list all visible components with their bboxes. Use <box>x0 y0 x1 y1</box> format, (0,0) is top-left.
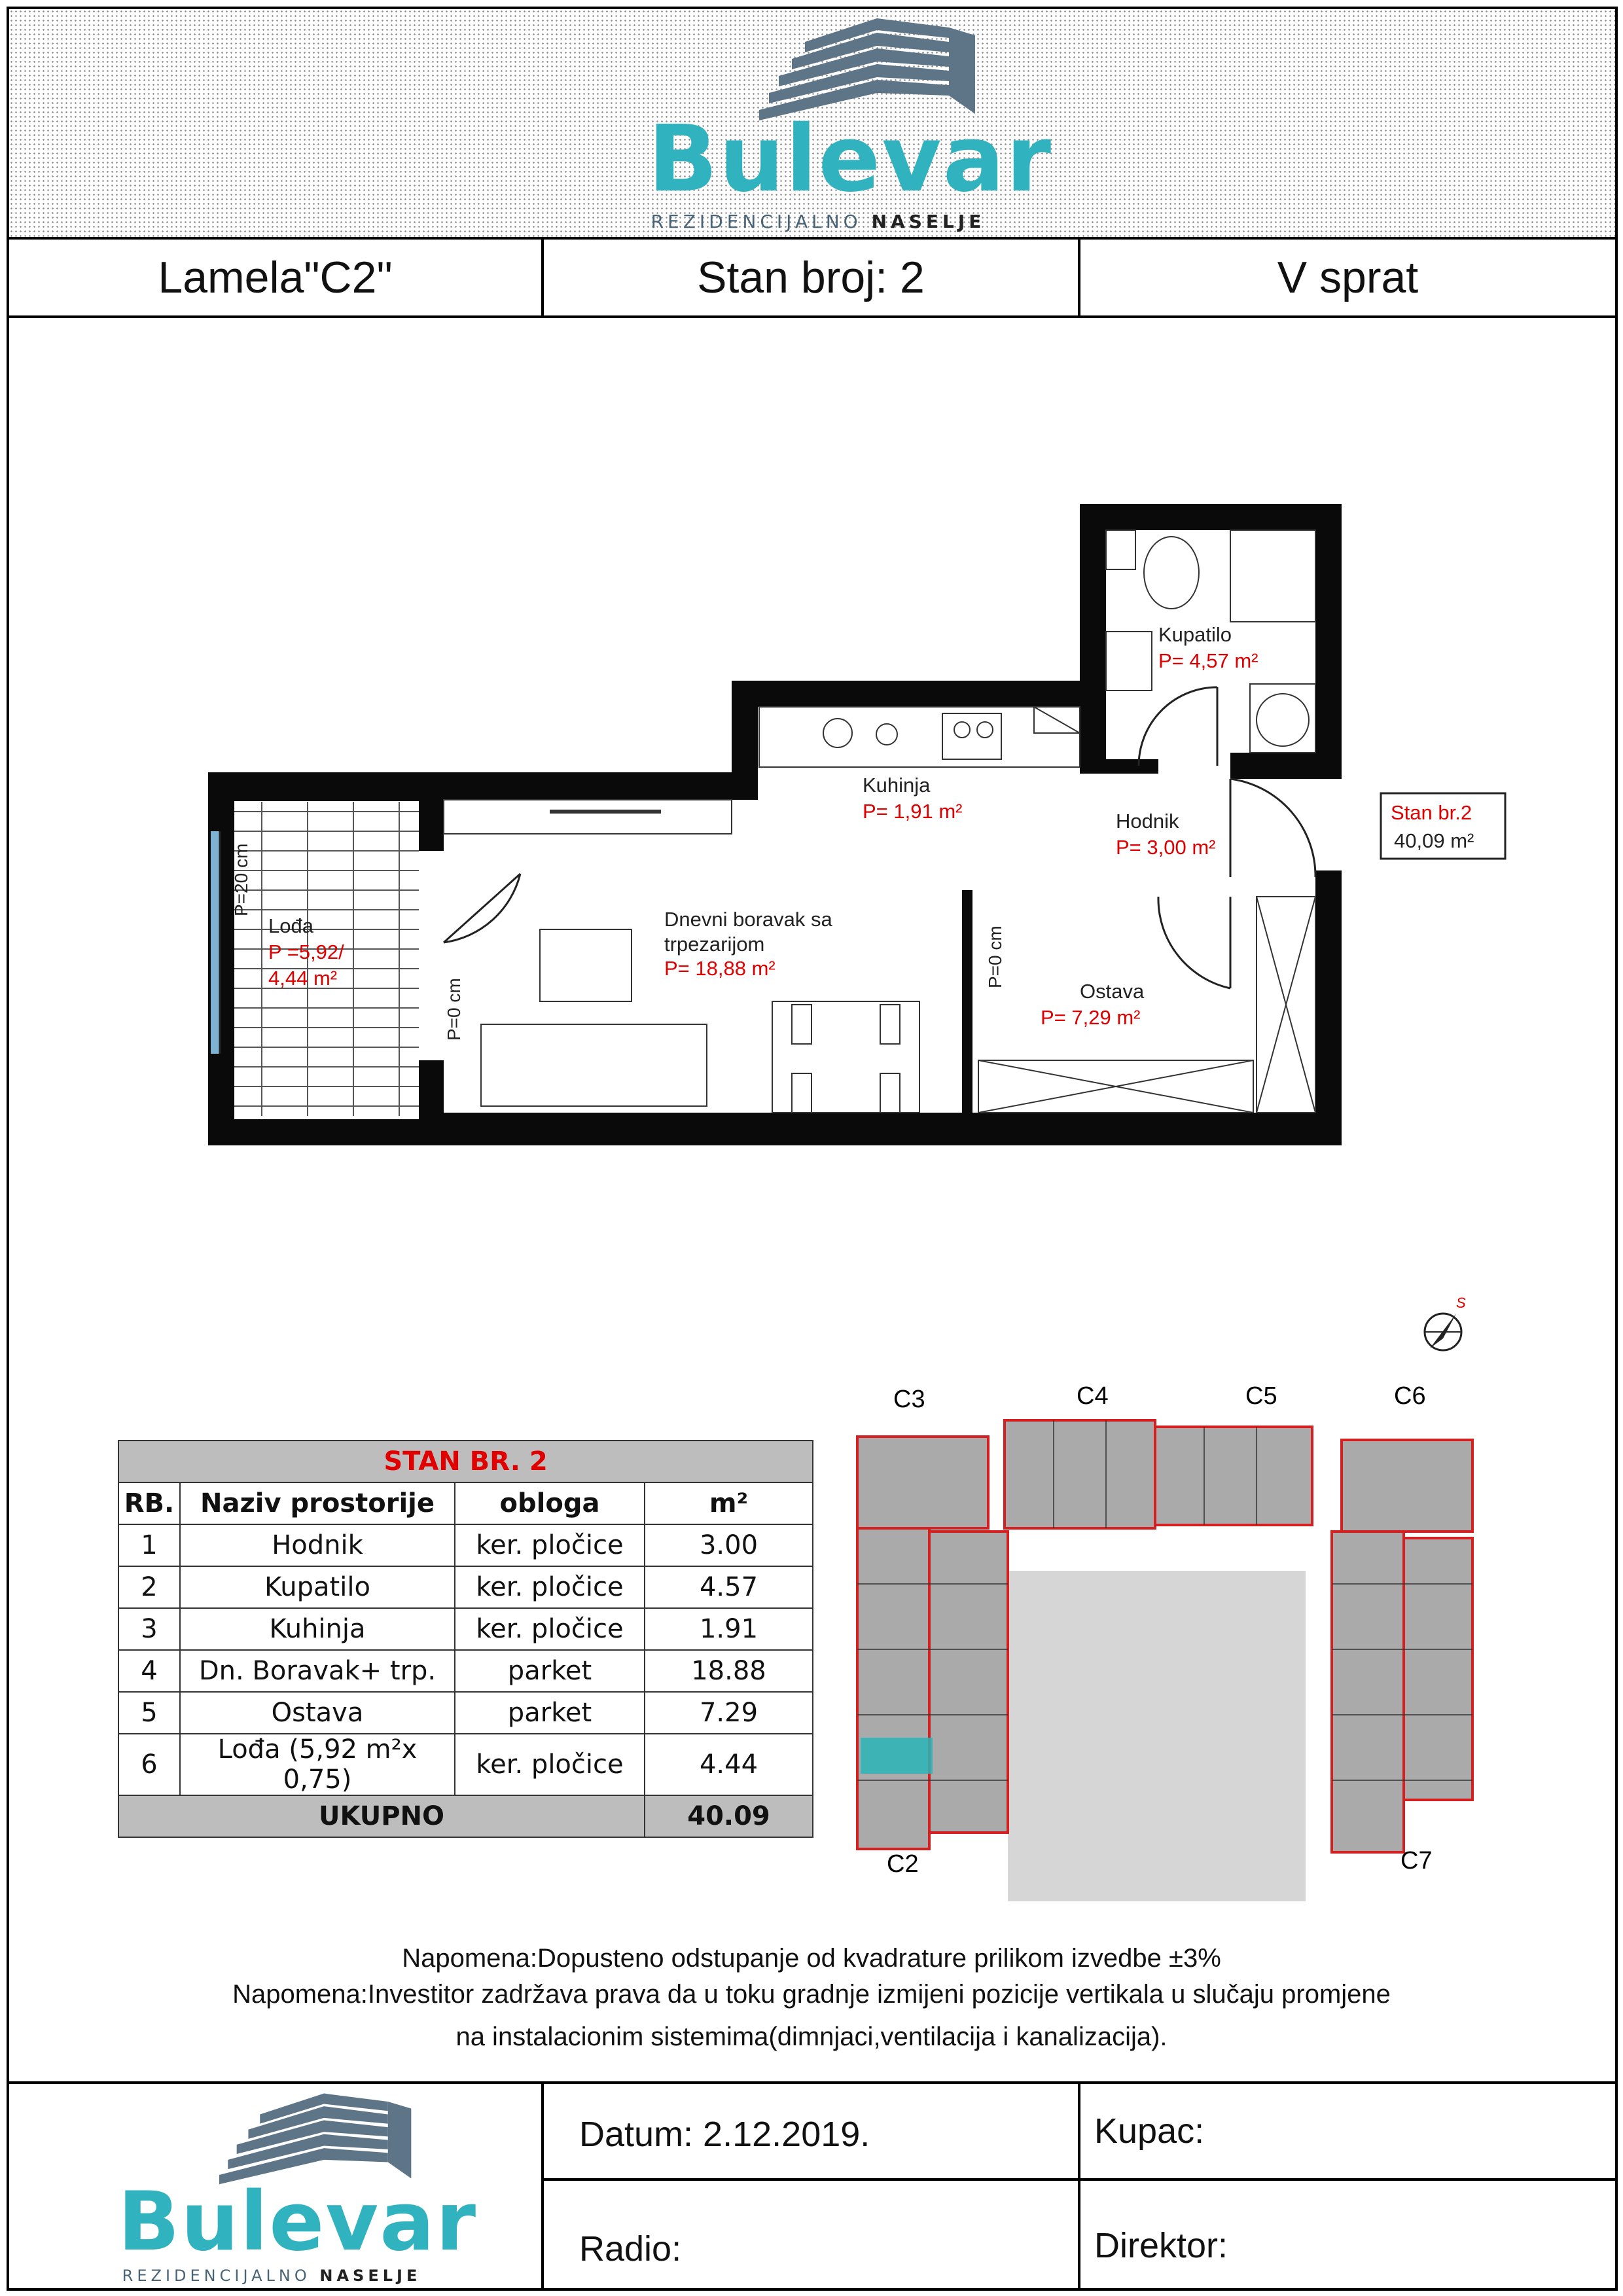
room-name-dnevni-2: trpezarijom <box>664 933 765 956</box>
note-3: na instalacionim sistemima(dimnjaci,ventilacija i kanalizacija). <box>455 2022 1168 2051</box>
compass-icon <box>1425 1314 1461 1350</box>
table-header: RB. <box>118 1482 180 1524</box>
divider <box>541 2081 544 2291</box>
table-row: 4 Dn. Boravak+ trp. parket 18.88 <box>118 1650 813 1692</box>
label-c4: C4 <box>1077 1382 1109 1410</box>
room-name-kupatilo: Kupatilo <box>1158 623 1232 646</box>
date-field: Datum: 2.12.2019. <box>579 2115 870 2154</box>
table-header: m² <box>645 1482 813 1524</box>
table-row: 3 Kuhinja ker. pločice 1.91 <box>118 1608 813 1650</box>
room-name-kuhinja: Kuhinja <box>863 774 931 797</box>
room-area-dnevni: P= 18,88 m² <box>664 957 776 980</box>
label-c3: C3 <box>893 1386 925 1413</box>
courtyard <box>1008 1571 1306 1901</box>
area-table <box>118 1440 813 1838</box>
divider <box>7 2081 1618 2084</box>
apartment-box-label: Stan br.2 <box>1391 801 1472 824</box>
site-plan <box>844 1374 1486 1878</box>
footer-logo <box>118 2091 478 2287</box>
drawn-by-field: Radio: <box>579 2229 682 2269</box>
label-c7: C7 <box>1400 1847 1433 1874</box>
total-label: UKUPNO <box>118 1795 645 1837</box>
director-field: Direktor: <box>1094 2226 1228 2265</box>
brand-name: Bulevar <box>648 106 1053 213</box>
room-area-hodnik: P= 3,00 m² <box>1116 836 1216 859</box>
buyer-field: Kupac: <box>1094 2111 1205 2151</box>
room-area-loda-2: 4,44 m² <box>268 967 338 990</box>
table-header: Naziv prostorije <box>180 1482 455 1524</box>
brand-name: Bulevar <box>118 2175 478 2269</box>
room-name-dnevni-1: Dnevni boravak sa <box>664 908 832 931</box>
room-area-loda-1: P =5,92/ <box>268 941 344 963</box>
floor-label: V sprat <box>1277 253 1419 302</box>
note-1: Napomena:Dopusteno odstupanje od kvadrature prilikom izvedbe ±3% <box>402 1944 1221 1973</box>
brand-tagline: REZIDENCIJALNO NASELJE <box>122 2267 421 2285</box>
table-title: STAN BR. 2 <box>118 1441 813 1482</box>
label-c2: C2 <box>887 1850 919 1878</box>
room-area-kuhinja: P= 1,91 m² <box>863 800 963 823</box>
window <box>211 831 220 1054</box>
note-2: Napomena:Investitor zadržava prava da u toku gradnje izmijeni pozicije vertikala u slučaju promjene <box>232 1980 1391 2009</box>
room-area-ostava: P= 7,29 m² <box>1041 1006 1141 1029</box>
label-c5: C5 <box>1245 1382 1277 1410</box>
total-value: 40.09 <box>645 1795 813 1837</box>
lamela-label: Lamela"C2" <box>158 253 393 302</box>
divider <box>1078 2081 1080 2291</box>
table-row: 5 Ostava parket 7.29 <box>118 1692 813 1734</box>
table-row: 6 Lođa (5,92 m²x 0,75) ker. pločice 4.44 <box>118 1734 813 1795</box>
table-row: 1 Hodnik ker. pločice 3.00 <box>118 1524 813 1566</box>
divider <box>541 2178 1618 2181</box>
parapet-label-dnevni: P=0 cm <box>444 978 464 1041</box>
highlighted-apartment <box>861 1738 933 1774</box>
compass-label: S <box>1456 1295 1466 1311</box>
parapet-label-ostava: P=0 cm <box>985 925 1005 988</box>
parapet-label-loda: P=20 cm <box>231 843 251 916</box>
table-row: 2 Kupatilo ker. pločice 4.57 <box>118 1566 813 1608</box>
room-name-ostava: Ostava <box>1080 980 1145 1003</box>
room-name-hodnik: Hodnik <box>1116 810 1179 833</box>
room-area-kupatilo: P= 4,57 m² <box>1158 649 1258 672</box>
room-name-loda: Lođa <box>268 914 313 937</box>
table-header: obloga <box>455 1482 645 1524</box>
brand-tagline: REZIDENCIJALNO NASELJE <box>651 211 986 232</box>
label-c6: C6 <box>1394 1382 1426 1410</box>
apartment-box-area: 40,09 m² <box>1394 829 1474 852</box>
apartment-number: Stan broj: 2 <box>697 253 925 302</box>
